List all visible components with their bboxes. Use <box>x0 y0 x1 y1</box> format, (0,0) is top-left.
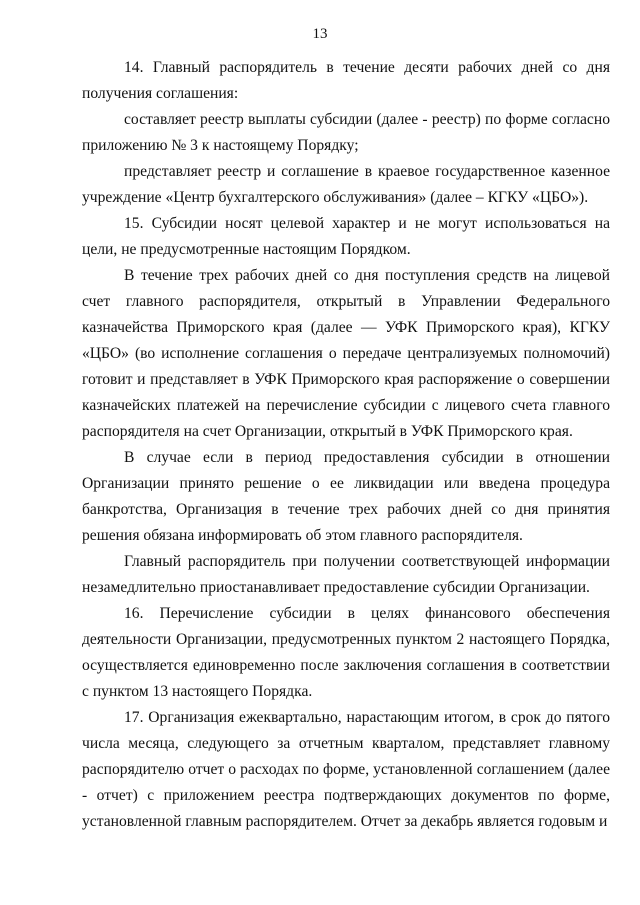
page-number: 13 <box>312 26 328 42</box>
paragraph-17: 17. Организация ежеквартально, нарастающим итогом, в срок до пятого числа месяца, следующего за отчетным кварталом, представляет главному распорядителю отчет о расходах по форме, установленной соглашением (далее - отчет) с приложением реестра подтверждающих документов по форме, установленной главным распорядителем. Отчет за декабрь является годовым и <box>82 709 610 830</box>
paragraph-payment-order: В течение трех рабочих дней со дня поступления средств на лицевой счет главного распорядителя, открытый в Управлении Федерального казначейства Приморского края (далее — УФК Приморского края), КГКУ «ЦБО» (во исполнение соглашения о передаче централизуемых полномочий) готовит и представляет в УФК Приморского края распоряжение о совершении казначейских платежей на перечисление субсидии с лицевого счета главного распорядителя на счет Организации, открытый в УФК Приморского края. <box>82 267 610 440</box>
paragraph-submit-registry: представляет реестр и соглашение в краевое государственное казенное учреждение «Центр бухгалтерского обслуживания» (далее – КГКУ «ЦБО»). <box>82 163 610 206</box>
paragraph-16: 16. Перечисление субсидии в целях финансового обеспечения деятельности Организации, предусмотренных пунктом 2 настоящего Порядка, осуществляется единовременно после заключения соглашения в соответствии с пунктом 13 настоящего Порядка. <box>82 605 610 700</box>
paragraph-liquidation: В случае если в период предоставления субсидии в отношении Организации принято решение о ее ликвидации или введена процедура банкротства, Организация в течение трех рабочих дней со дня принятия решения обязана информировать об этом главного распорядителя. <box>82 449 610 544</box>
paragraph-registry: составляет реестр выплаты субсидии (далее - реестр) по форме согласно приложению № 3 к настоящему Порядку; <box>82 111 610 154</box>
paragraph-suspension: Главный распорядитель при получении соответствующей информации незамедлительно приостанавливает предоставление субсидии Организации. <box>82 553 610 596</box>
paragraph-15: 15. Субсидии носят целевой характер и не могут использоваться на цели, не предусмотренные настоящим Порядком. <box>82 215 610 258</box>
document-body <box>82 55 610 835</box>
paragraph-14: 14. Главный распорядитель в течение десяти рабочих дней со дня получения соглашения: <box>82 59 610 102</box>
